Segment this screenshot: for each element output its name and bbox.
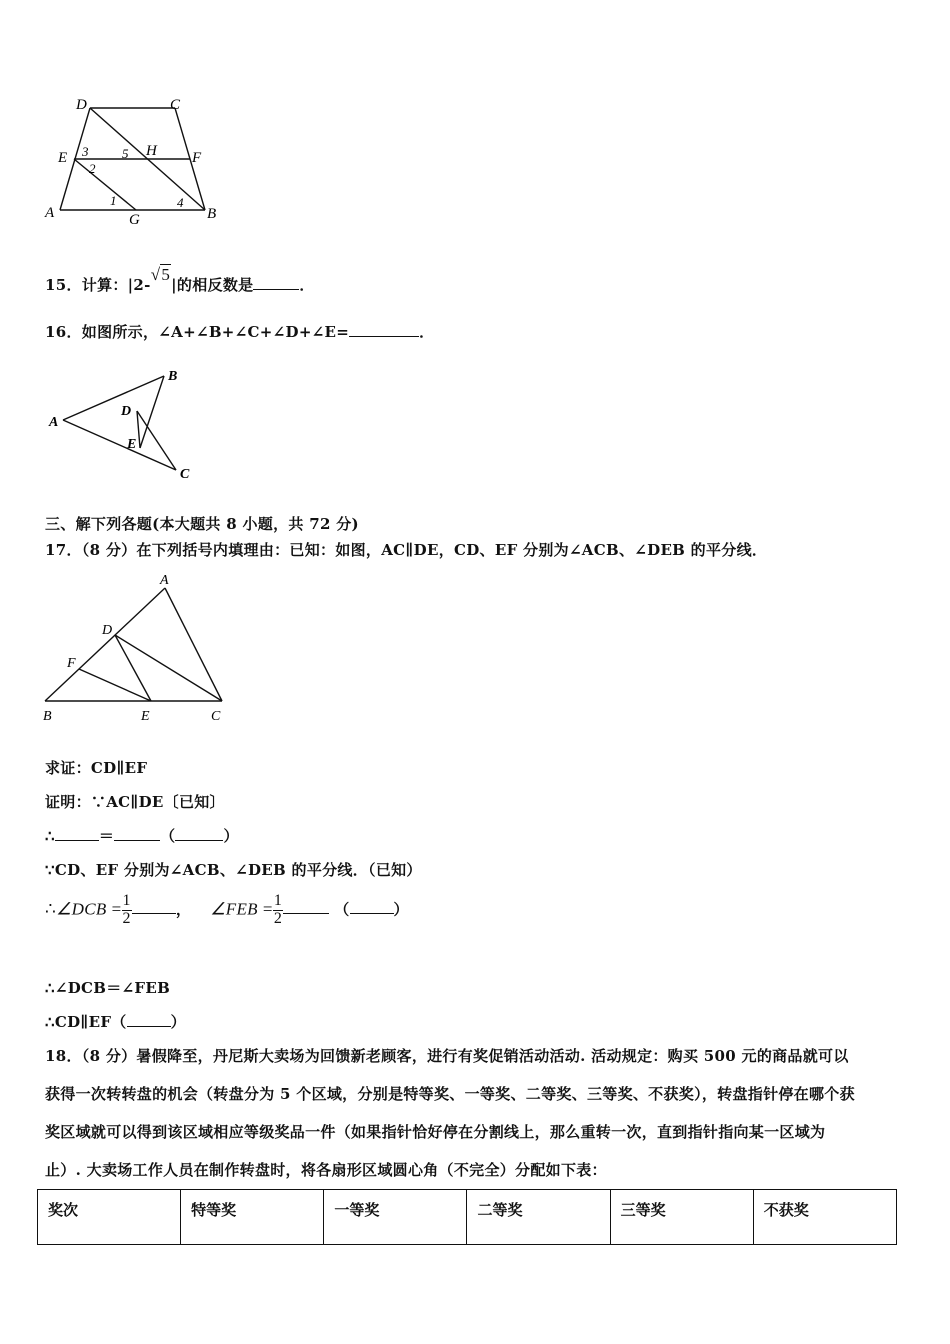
table-cell: 三等奖 [610, 1190, 753, 1245]
blank-angle-1[interactable] [55, 826, 99, 841]
question-15: 15．计算：|2-√5|的相反数是 ． [45, 265, 315, 294]
proof-step-6: ∴CD∥EF（ ） [45, 1013, 186, 1031]
label-B: B [43, 709, 52, 724]
label-3: 3 [82, 144, 89, 159]
proof-step-3: ∵CD、EF 分别为∠ACB、∠DEB 的平分线．（已知） [45, 861, 422, 879]
trapezoid-figure [40, 92, 230, 232]
blank-reason-2[interactable] [350, 899, 394, 914]
question-18-line-2: 获得一次转转盘的机会（转盘分为 5 个区域，分别是特等奖、一等奖、二等奖、三等奖、不获奖），转盘指针停在哪个获 [45, 1085, 855, 1103]
table-cell: 一等奖 [324, 1190, 467, 1245]
proof-step-1: 证明：∵AC∥DE〔已知〕 [45, 793, 225, 811]
label-A: A [49, 415, 59, 430]
proof-step-4: ∴∠DCB = $\frac{1}{2}$ ， ∠FEB = $\frac{1}{2}$ （ ） [45, 892, 409, 927]
proof-step-2: ∴ ＝ （ ） [45, 827, 239, 845]
table-cell: 奖次 [38, 1190, 181, 1245]
label-E: E [58, 150, 68, 166]
answer-blank-15[interactable] [253, 275, 299, 290]
label-B: B [207, 206, 217, 222]
label-A: A [160, 573, 169, 588]
label-4: 4 [177, 195, 184, 210]
table-cell: 不获奖 [753, 1190, 896, 1245]
fraction-half: $\frac{1}{2}$ [122, 892, 131, 927]
label-F: F [192, 150, 202, 166]
fraction-half-2: $\frac{1}{2}$ [273, 892, 283, 927]
question-16: 16．如图所示，∠A+∠B+∠C+∠D+∠E= ． [45, 323, 435, 341]
question-18-line-3: 奖区域就可以得到该区域相应等级奖品一件（如果指针恰好停在分割线上，那么重转一次，直到指针指向某一区域为 [45, 1123, 826, 1141]
label-D: D [121, 404, 132, 419]
label-E: E [127, 437, 137, 452]
label-B: B [168, 369, 178, 384]
label-5: 5 [122, 146, 129, 161]
blank-reason-1[interactable] [175, 826, 223, 841]
label-2: 2 [89, 161, 96, 176]
label-H: H [146, 143, 157, 159]
table-cell: 特等奖 [181, 1190, 324, 1245]
question-18-line-4: 止）. 大卖场工作人员在制作转盘时，将各扇形区域圆心角（不完全）分配如下表： [45, 1161, 607, 1179]
blank-reason-3[interactable] [127, 1012, 171, 1027]
triangle-figure [38, 568, 238, 728]
star-angle-figure [45, 362, 205, 487]
section-3-title: 三、解下列各题(本大题共 8 小题，共 72 分) [45, 515, 359, 533]
question-17-stem: 17．（8 分）在下列括号内填理由：已知：如图，AC∥DE，CD、EF 分别为∠ACB、∠DEB 的平分线． [45, 541, 768, 559]
label-D: D [102, 623, 113, 638]
prove-statement: 求证：CD∥EF [45, 759, 148, 777]
label-1: 1 [110, 193, 117, 208]
table-cell: 二等奖 [467, 1190, 610, 1245]
label-G: G [129, 212, 140, 228]
prize-table [37, 1189, 897, 1245]
blank-angle-2[interactable] [114, 826, 160, 841]
label-E: E [141, 709, 150, 724]
sqrt5: √5 [150, 265, 171, 284]
label-C: C [170, 97, 181, 113]
label-C: C [180, 467, 190, 482]
blank-angle-4[interactable] [283, 899, 329, 914]
label-A: A [45, 205, 55, 221]
table-row [38, 1190, 897, 1245]
label-C: C [211, 709, 221, 724]
answer-blank-16[interactable] [349, 322, 419, 337]
proof-step-5: ∴∠DCB＝∠FEB [45, 979, 171, 997]
blank-angle-3[interactable] [132, 899, 176, 914]
label-F: F [67, 656, 76, 671]
label-D: D [76, 97, 87, 113]
question-18-line-1: 18．（8 分）暑假降至，丹尼斯大卖场为回馈新老顾客，进行有奖促销活动活动. 活动规定：购买 500 元的商品就可以 [45, 1047, 849, 1065]
